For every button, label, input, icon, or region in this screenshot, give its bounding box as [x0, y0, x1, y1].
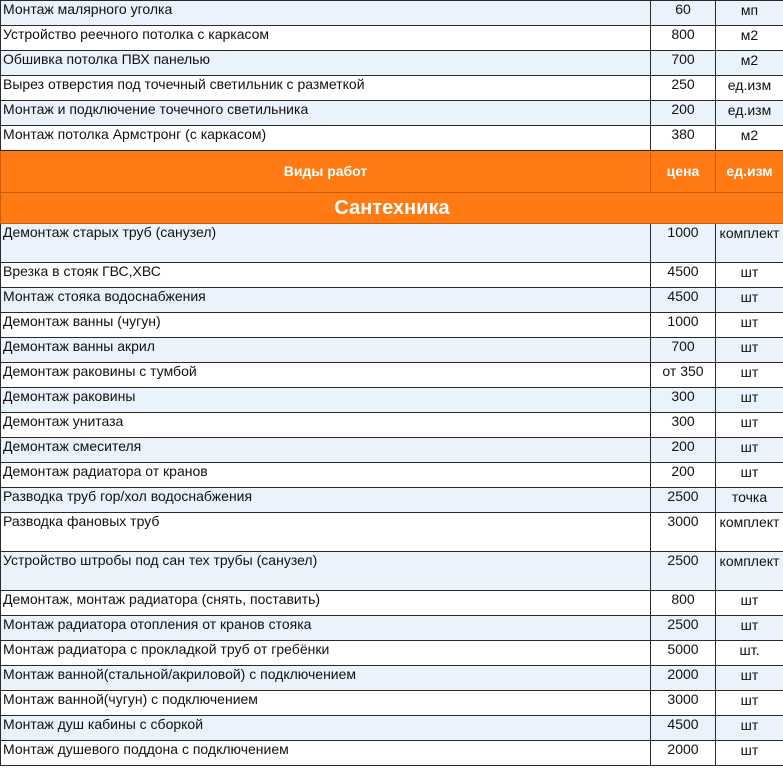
unit-cell: шт [716, 288, 783, 313]
table-row [1, 616, 783, 641]
unit-cell: ед.изм [716, 76, 783, 101]
header-price: цена [651, 151, 716, 193]
unit-cell: м2 [716, 51, 783, 76]
table-row [1, 1, 783, 26]
work-name-cell: Демонтаж смесителя [1, 438, 651, 463]
work-name-cell: Врезка в стояк ГВС,ХВС [1, 263, 651, 288]
unit-cell: шт [716, 616, 783, 641]
work-name-cell: Монтаж ванной(чугун) с подключением [1, 691, 651, 716]
table-row [1, 313, 783, 338]
table-row [1, 513, 783, 552]
price-cell: 250 [651, 76, 716, 101]
unit-cell: ед.изм [716, 101, 783, 126]
price-cell: 4500 [651, 288, 716, 313]
work-name-cell: Монтаж ванной(стальной/акриловой) с подключением [1, 666, 651, 691]
price-cell: 380 [651, 126, 716, 151]
unit-cell: шт [716, 666, 783, 691]
price-cell: 800 [651, 591, 716, 616]
unit-cell: шт [716, 691, 783, 716]
table-row [1, 438, 783, 463]
work-name-cell: Монтаж и подключение точечного светильника [1, 101, 651, 126]
work-name-cell: Демонтаж раковины [1, 388, 651, 413]
table-row [1, 463, 783, 488]
price-cell: 4500 [651, 716, 716, 741]
table-row [1, 741, 783, 766]
rows-top [1, 1, 783, 151]
work-name-cell: Монтаж потолка Армстронг (с каркасом) [1, 126, 651, 151]
unit-cell: шт [716, 741, 783, 766]
table-row [1, 691, 783, 716]
work-name-cell: Вырез отверстия под точечный светильник с разметкой [1, 76, 651, 101]
unit-cell: шт [716, 413, 783, 438]
table-row [1, 263, 783, 288]
table-row [1, 338, 783, 363]
work-name-cell: Демонтаж унитаза [1, 413, 651, 438]
price-cell: 300 [651, 388, 716, 413]
table-row [1, 552, 783, 591]
work-name-cell: Монтаж стояка водоснабжения [1, 288, 651, 313]
work-name-cell: Демонтаж старых труб (санузел) [1, 224, 651, 263]
table-row [1, 101, 783, 126]
work-name-cell: Демонтаж, монтаж радиатора (снять, поставить) [1, 591, 651, 616]
price-cell: 3000 [651, 513, 716, 552]
unit-cell: шт [716, 388, 783, 413]
price-cell: 2000 [651, 666, 716, 691]
work-name-cell: Демонтаж ванны (чугун) [1, 313, 651, 338]
price-cell: 2500 [651, 616, 716, 641]
price-cell: 200 [651, 438, 716, 463]
work-name-cell: Разводка труб гор/хол водоснабжения [1, 488, 651, 513]
work-name-cell: Монтаж радиатора с прокладкой труб от гребёнки [1, 641, 651, 666]
work-name-cell: Демонтаж радиатора от кранов [1, 463, 651, 488]
work-name-cell: Монтаж радиатора отопления от кранов стояка [1, 616, 651, 641]
unit-cell: шт [716, 438, 783, 463]
price-cell: 700 [651, 51, 716, 76]
unit-cell: комплект [716, 552, 783, 591]
price-cell: 300 [651, 413, 716, 438]
unit-cell: комплект [716, 513, 783, 552]
table-row [1, 666, 783, 691]
work-name-cell: Демонтаж раковины с тумбой [1, 363, 651, 388]
price-cell: 2500 [651, 488, 716, 513]
price-cell: 60 [651, 1, 716, 26]
work-name-cell: Устройство реечного потолка с каркасом [1, 26, 651, 51]
table-row [1, 76, 783, 101]
price-cell: 4500 [651, 263, 716, 288]
table-row [1, 224, 783, 263]
unit-cell: шт [716, 463, 783, 488]
price-cell: 3000 [651, 691, 716, 716]
work-name-cell: Монтаж малярного уголка [1, 1, 651, 26]
unit-cell: шт [716, 716, 783, 741]
section-row [1, 193, 783, 224]
table-row [1, 591, 783, 616]
price-cell: от 350 [651, 363, 716, 388]
table-row [1, 26, 783, 51]
table-row [1, 288, 783, 313]
unit-cell: комплект [716, 224, 783, 263]
price-cell: 1000 [651, 224, 716, 263]
work-name-cell: Монтаж душ кабины с сборкой [1, 716, 651, 741]
table-row [1, 641, 783, 666]
price-cell: 2500 [651, 552, 716, 591]
unit-cell: м2 [716, 26, 783, 51]
work-name-cell: Устройство штробы под сан тех трубы (санузел) [1, 552, 651, 591]
unit-cell: шт [716, 313, 783, 338]
header-row [1, 151, 783, 193]
price-cell: 2000 [651, 741, 716, 766]
work-name-cell: Монтаж душевого поддона с подключением [1, 741, 651, 766]
price-cell: 200 [651, 463, 716, 488]
work-name-cell: Демонтаж ванны акрил [1, 338, 651, 363]
unit-cell: шт [716, 363, 783, 388]
rows-bottom [1, 224, 783, 766]
price-cell: 700 [651, 338, 716, 363]
table-row [1, 126, 783, 151]
unit-cell: мп [716, 1, 783, 26]
section-title: Сантехника [1, 193, 783, 224]
price-cell: 5000 [651, 641, 716, 666]
table-row [1, 716, 783, 741]
table-header [1, 151, 783, 224]
unit-cell: шт [716, 263, 783, 288]
header-name: Виды работ [1, 151, 651, 193]
unit-cell: шт [716, 591, 783, 616]
table-row [1, 388, 783, 413]
table-row [1, 488, 783, 513]
unit-cell: шт. [716, 641, 783, 666]
price-cell: 200 [651, 101, 716, 126]
table-row [1, 363, 783, 388]
unit-cell: точка [716, 488, 783, 513]
header-unit: ед.изм [716, 151, 783, 193]
price-cell: 800 [651, 26, 716, 51]
unit-cell: шт [716, 338, 783, 363]
table-row [1, 413, 783, 438]
unit-cell: м2 [716, 126, 783, 151]
work-name-cell: Разводка фановых труб [1, 513, 651, 552]
table-row [1, 51, 783, 76]
work-name-cell: Обшивка потолка ПВХ панелью [1, 51, 651, 76]
price-cell: 1000 [651, 313, 716, 338]
